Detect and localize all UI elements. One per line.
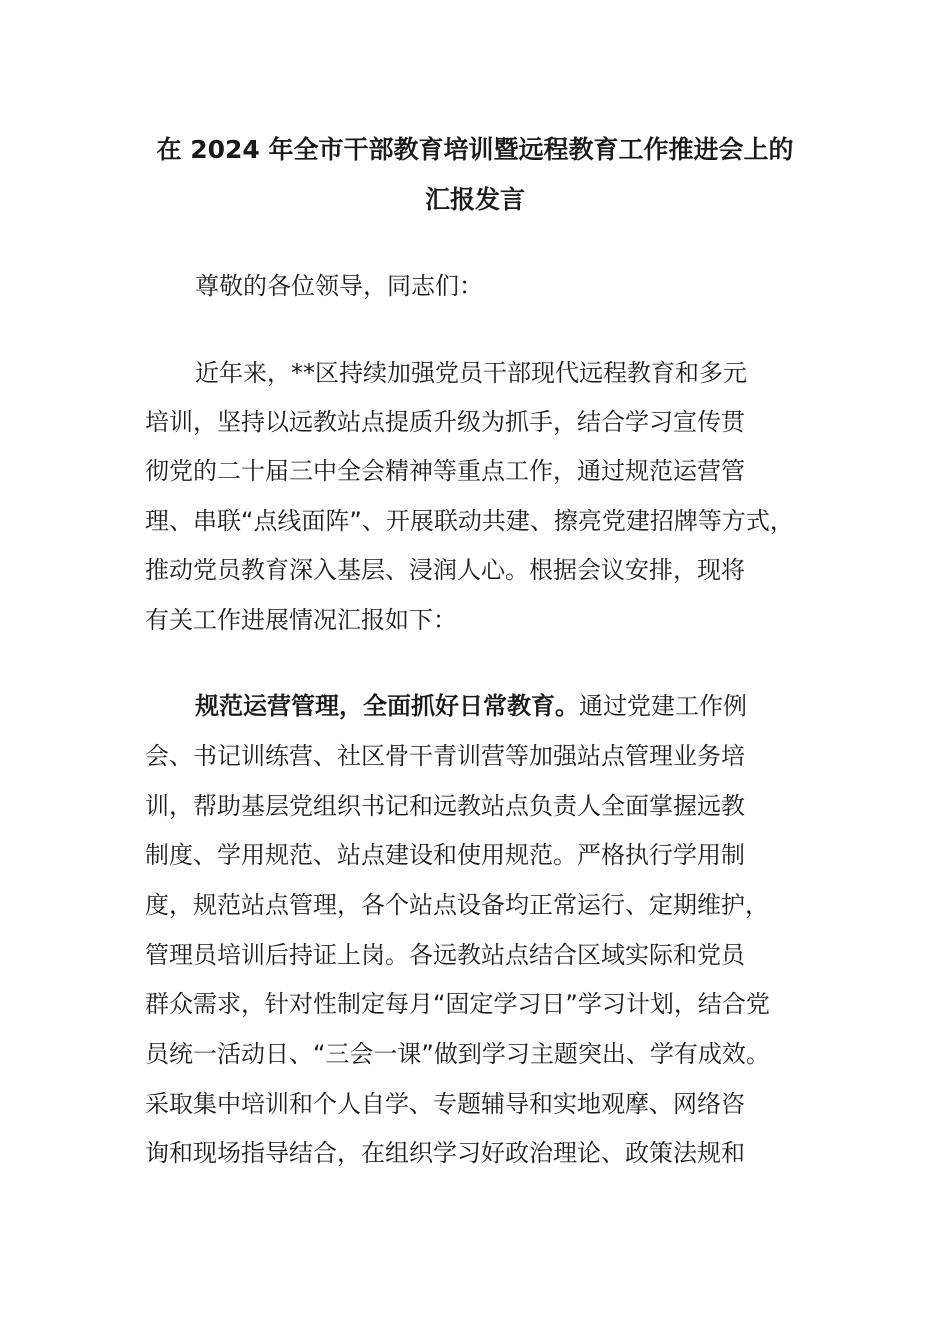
section-1-line: 制度、学用规范、站点建设和使用规范。严格执行学用制 (145, 841, 745, 869)
section-1-line: 管理员培训后持证上岗。各远教站点结合区域实际和党员 (145, 941, 745, 969)
intro-line: 彻党的二十届三中全会精神等重点工作，通过规范运营管 (145, 457, 745, 485)
intro-line: 推动党员教育深入基层、浸润人心。根据会议安排，现将 (145, 556, 745, 584)
section-1-line: 度，规范站点管理，各个站点设备均正常运行、定期维护， (145, 891, 769, 919)
intro-line: 培训，坚持以远教站点提质升级为抓手，结合学习宣传贯 (145, 408, 745, 436)
section-1-first-line (195, 694, 747, 718)
intro-line: 近年来，**区持续加强党员干部现代远程教育和多元 (195, 359, 747, 387)
section-1-line: 会、书记训练营、社区骨干青训营等加强站点管理业务培 (145, 742, 745, 770)
section-1-heading: 规范运营管理，全面抓好日常教育。 (195, 692, 579, 720)
section-1-line: 询和现场指导结合，在组织学习好政治理论、政策法规和 (145, 1139, 745, 1167)
section-1-line: 群众需求，针对性制定每月“固定学习日”学习计划，结合党 (145, 990, 770, 1018)
section-1-first-line-text: 通过党建工作例 (579, 692, 747, 720)
section-1-line: 训，帮助基层党组织书记和远教站点负责人全面掌握远教 (145, 792, 745, 820)
document-title-line-2: 汇报发言 (424, 185, 525, 214)
section-1-line: 采取集中培训和个人自学、专题辅导和实地观摩、网络咨 (145, 1090, 745, 1118)
intro-line: 理、串联“点线面阵”、开展联动共建、擦亮党建招牌等方式， (145, 507, 794, 535)
document-title-line-1: 在 2024 年全市干部教育培训暨远程教育工作推进会上的 (156, 135, 794, 164)
intro-line: 有关工作进展情况汇报如下： (145, 606, 457, 634)
salutation: 尊敬的各位领导，同志们： (195, 272, 483, 300)
section-1-line: 员统一活动日、“三会一课”做到学习主题突出、学有成效。 (145, 1040, 770, 1068)
